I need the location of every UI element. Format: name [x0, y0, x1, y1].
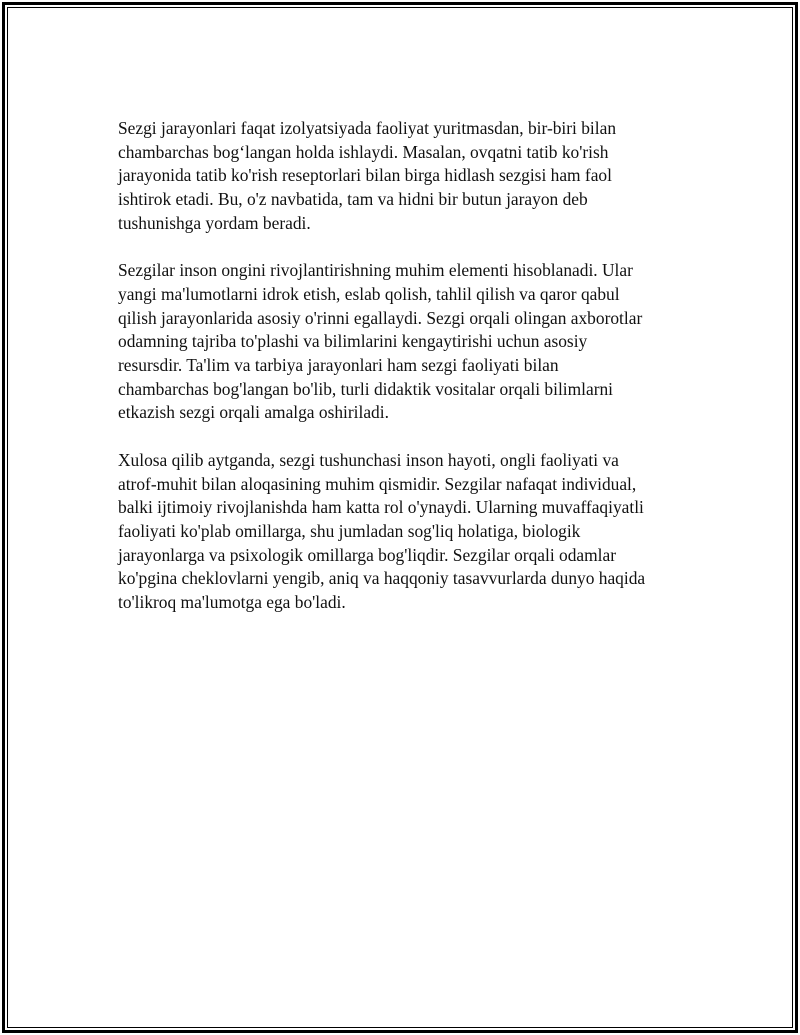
text-line: etkazish sezgi orqali amalga oshiriladi.	[118, 402, 389, 423]
text-line: Sezgi jarayonlari faqat izolyatsiyada faoliyat yuritmasdan, bir-biri bilan	[118, 118, 617, 138]
text-line: atrof-muhit bilan aloqasining muhim qismidir. Sezgilar nafaqat individual,	[118, 473, 637, 494]
text-line: Sezgilar inson ongini rivojlantirishning muhim elementi hisoblanadi. Ular	[118, 260, 633, 281]
text-line: chambarchas bog‘langan holda ishlaydi. Masalan, ovqatni tatib ko'rish	[118, 141, 609, 162]
text-line: chambarchas bog'langan bo'lib, turli didaktik vositalar orqali bilimlarni	[118, 378, 614, 399]
document-body	[118, 117, 683, 638]
text-line: to'likroq ma'lumotga ega bo'ladi.	[118, 592, 346, 613]
text-line: Xulosa qilib aytganda, sezgi tushunchasi inson hayoti, ongli faoliyati va	[118, 449, 619, 470]
text-line: balki ijtimoiy rivojlanishda ham katta rol o'ynaydi. Ularning muvaffaqiyatli	[118, 497, 644, 518]
text-line: resursdir. Ta'lim va tarbiya jarayonlari ham sezgi faoliyati bilan	[118, 355, 559, 376]
paragraph-2	[118, 259, 683, 425]
text-line: tushunishga yordam beradi.	[118, 212, 311, 233]
text-line: yangi ma'lumotlarni idrok etish, eslab qolish, tahlil qilish va qaror qabul	[118, 283, 620, 304]
text-line: faoliyati ko'plab omillarga, shu jumladan sog'liq holatiga, biologik	[118, 520, 581, 541]
paragraph-1	[118, 117, 683, 236]
text-line: ishtirok etadi. Bu, o'z navbatida, tam va hidni bir butun jarayon deb	[118, 189, 588, 210]
text-line: ko'pgina cheklovlarni yengib, aniq va haqqoniy tasavvurlarda dunyo haqida	[118, 568, 646, 589]
text-line: jarayonida tatib ko'rish reseptorlari bilan birga hidlash sezgisi ham faol	[118, 165, 612, 186]
text-line: odamning tajriba to'plashi va bilimlarini kengaytirishi uchun asosiy	[118, 331, 588, 352]
text-line: qilish jarayonlarida asosiy o'rinni egallaydi. Sezgi orqali olingan axborotlar	[118, 307, 643, 328]
paragraph-3	[118, 449, 683, 615]
text-line: jarayonlarga va psixologik omillarga bog'liqdir. Sezgilar orqali odamlar	[118, 544, 617, 565]
